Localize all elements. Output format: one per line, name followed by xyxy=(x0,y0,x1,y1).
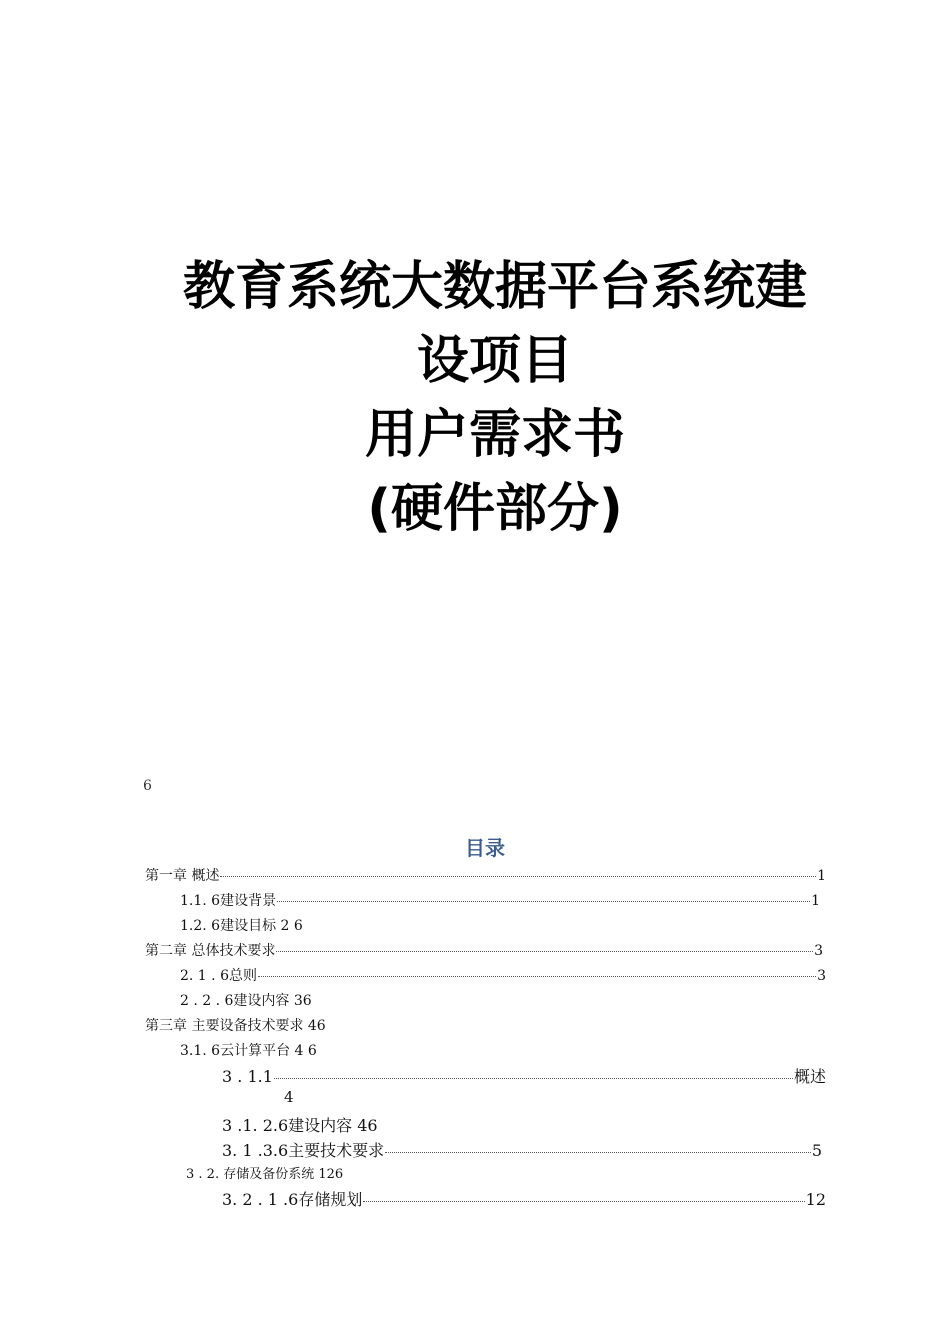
title-line-3: 用户需求书 xyxy=(364,405,625,465)
toc-entry-label: 第二章 总体技术要求 xyxy=(145,943,276,959)
toc-entry-chapter-1[interactable] xyxy=(145,865,826,885)
toc-entry-label: 3. 1 .3.6主要技术要求 xyxy=(222,1141,385,1160)
toc-entry-2-1[interactable] xyxy=(180,965,826,985)
title-line-2: 设项目 xyxy=(416,331,573,391)
title-line-4: (硬件部分) xyxy=(367,479,623,539)
paragraph-mark: 6 xyxy=(143,778,152,794)
toc-entry-label: 第三章 主要设备技术要求 46 xyxy=(145,1018,326,1034)
toc-dot-leader xyxy=(220,863,816,877)
toc-entry-3-1-3[interactable] xyxy=(222,1138,822,1161)
toc-entry-chapter-2[interactable] xyxy=(145,940,823,960)
toc-entry-label: 2 . 2 . 6建设内容 36 xyxy=(180,993,312,1009)
toc-entry-label: 3 .1. 2.6建设内容 46 xyxy=(222,1116,378,1135)
toc-entry-page: 5 xyxy=(811,1141,822,1160)
toc-entry-page: 3 xyxy=(814,943,823,959)
toc-entry-label: 1.1. 6建设背景 xyxy=(180,893,277,909)
toc-entry-label: 3. 2 . 1 .6存储规划 xyxy=(222,1190,363,1209)
toc-entry-3-2[interactable] xyxy=(186,1163,826,1182)
toc-entry-label: 2. 1 . 6总则 xyxy=(180,968,257,984)
toc-entry-1-2[interactable] xyxy=(180,915,820,935)
toc-entry-label: 3.1. 6云计算平台 4 6 xyxy=(180,1043,317,1059)
toc-entry-1-1[interactable] xyxy=(180,890,820,910)
toc-heading: 目录 xyxy=(465,836,505,860)
toc-entry-page: 1 xyxy=(817,868,826,884)
toc-entry-label: 3 . 2. 存储及备份系统 126 xyxy=(186,1167,344,1182)
toc-dot-leader xyxy=(274,1064,793,1079)
toc-entry-label: 3 . 1.1 xyxy=(222,1067,273,1086)
toc-entry-page: 1 xyxy=(811,893,820,909)
toc-dot-leader xyxy=(277,888,810,902)
toc-entry-page: 概述 xyxy=(793,1067,826,1086)
toc-entry-3-1-1-page xyxy=(284,1088,384,1106)
toc-entry-page: 12 xyxy=(805,1190,826,1209)
toc-dot-leader xyxy=(258,963,816,977)
toc-dot-leader xyxy=(385,1138,811,1153)
toc-entry-label: 4 xyxy=(284,1088,294,1106)
toc-entry-page: 3 xyxy=(817,968,826,984)
toc-dot-leader xyxy=(276,938,813,952)
title-line-1: 教育系统大数据平台系统建 xyxy=(182,257,807,317)
toc-entry-3-2-1[interactable] xyxy=(222,1187,826,1210)
toc-entry-2-2[interactable] xyxy=(180,990,820,1010)
toc-entry-chapter-3[interactable] xyxy=(145,1015,826,1035)
toc-dot-leader xyxy=(363,1187,804,1202)
toc-entry-3-1-2[interactable] xyxy=(222,1113,822,1136)
toc-entry-label: 第一章 概述 xyxy=(145,868,220,884)
toc-entry-label: 1.2. 6建设目标 2 6 xyxy=(180,918,303,934)
toc-entry-3-1[interactable] xyxy=(180,1040,820,1060)
toc-entry-3-1-1[interactable] xyxy=(222,1064,826,1087)
document-title xyxy=(60,250,930,546)
